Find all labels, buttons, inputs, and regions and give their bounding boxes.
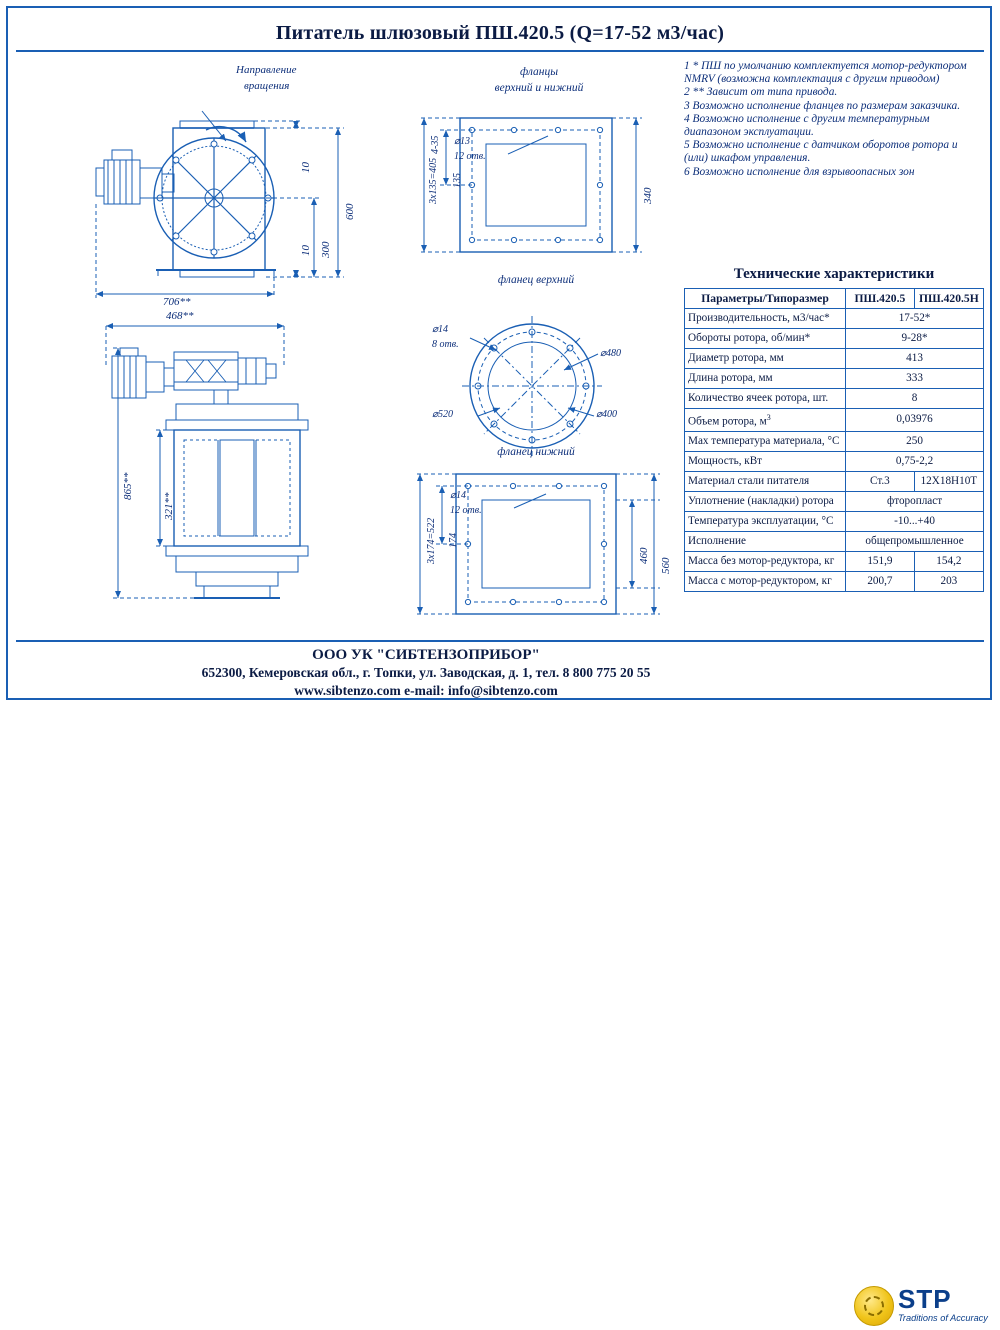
table-row xyxy=(685,551,984,571)
row-value-2: 154,2 xyxy=(914,551,983,571)
drawing-sheet xyxy=(6,6,992,1323)
table-row xyxy=(685,309,984,329)
flange-bottom-holes-12: 12 отв. xyxy=(450,505,482,516)
table-header-row xyxy=(685,289,984,309)
spec-table-caption: Технические характеристики xyxy=(733,266,935,282)
front-view-direction-label-1: Направление xyxy=(236,64,297,76)
row-value: 250 xyxy=(846,431,984,451)
row-param: Масса без мотор-редуктора, кг xyxy=(685,551,846,571)
row-param: Материал стали питателя xyxy=(685,471,846,491)
company-name: ООО УК "СИБТЕНЗОПРИБОР" xyxy=(312,647,540,663)
flange-top-caption: фланец верхний xyxy=(497,274,575,286)
logo-emblem-icon xyxy=(854,1286,894,1326)
row-param: Мах температура материала, °С xyxy=(685,431,846,451)
row-value: -10...+40 xyxy=(846,511,984,531)
row-param: Температура эксплуатации, °С xyxy=(685,511,846,531)
row-value: 17-52* xyxy=(846,309,984,329)
dim-10-bottom: 10 xyxy=(300,245,312,256)
flanges-caption-line1: фланцы xyxy=(519,66,559,78)
dim-300: 300 xyxy=(320,241,332,258)
table-row xyxy=(685,389,984,409)
flanges-caption-line2: верхний и нижний xyxy=(494,82,584,94)
table-row xyxy=(685,491,984,511)
dim-460: 460 xyxy=(638,547,650,564)
note-1: 1 * ПШ по умолчанию комплектуется мотор-редуктором NMRV (возможна комплектация с другим приводом) xyxy=(684,60,967,86)
header-model-1: ПШ.420.5 xyxy=(846,289,915,309)
notes-block xyxy=(684,60,984,179)
flange-top-d14: ⌀14 xyxy=(432,324,449,335)
flange-top-d400: ⌀400 xyxy=(596,409,618,420)
flange-bottom-caption: фланец нижний xyxy=(497,446,575,458)
row-value: 0,75-2,2 xyxy=(846,451,984,471)
hole-diameter-13: ⌀13 xyxy=(454,136,471,147)
row-value: 413 xyxy=(846,349,984,369)
table-row xyxy=(685,349,984,369)
row-param: Производительность, м3/час* xyxy=(685,309,846,329)
row-param: Исполнение xyxy=(685,531,846,551)
row-param: Количество ячеек ротора, шт. xyxy=(685,389,846,409)
logo-tagline: Traditions of Accuracy xyxy=(898,1313,988,1323)
title-block xyxy=(16,640,988,1323)
dim-174: 174 xyxy=(448,533,459,548)
company-block xyxy=(16,646,836,700)
row-param: Масса с мотор-редуктором, кг xyxy=(685,571,846,591)
flange-top-d480: ⌀480 xyxy=(600,348,622,359)
note-2: 2 ** Зависит от типа привода. xyxy=(684,86,838,99)
hole-count-12: 12 отв. xyxy=(454,151,486,162)
row-value-2: 203 xyxy=(914,571,983,591)
table-row xyxy=(685,369,984,389)
logo-text: STP xyxy=(898,1284,952,1314)
dim-600: 600 xyxy=(344,203,356,220)
dim-3x135-405: 3х135=405 xyxy=(428,157,439,204)
table-row xyxy=(685,431,984,451)
page-title: Питатель шлюзовый ПШ.420.5 (Q=17-52 м3/час) xyxy=(16,16,984,52)
dim-706: 706** xyxy=(163,296,191,308)
table-row xyxy=(685,329,984,349)
row-value-2: 12Х18Н10Т xyxy=(914,471,983,491)
dim-10-top: 10 xyxy=(300,162,312,173)
table-row xyxy=(685,451,984,471)
header-param: Параметры/Типоразмер xyxy=(685,289,846,309)
row-value: 333 xyxy=(846,369,984,389)
row-value: 8 xyxy=(846,389,984,409)
dim-135: 135 xyxy=(452,173,463,188)
company-address: 652300, Кемеровская обл., г. Топки, ул. Заводская, д. 1, тел. 8 800 775 20 55 xyxy=(201,665,651,680)
note-4: 4 Возможно исполнение с другим температурным диапазоном эксплуатации. xyxy=(684,112,930,139)
flange-top-d520: ⌀520 xyxy=(432,409,454,420)
dim-865: 865** xyxy=(122,472,134,500)
flange-top-holes-8: 8 отв. xyxy=(432,339,459,350)
dim-321: 321** xyxy=(163,492,175,520)
dim-4-35: 4-35 xyxy=(430,135,441,154)
note-5: 5 Возможно исполнение с датчиком оборотов ротора и (или) шкафом управления. xyxy=(684,139,958,165)
table-row xyxy=(685,409,984,432)
note-3: 3 Возможно исполнение фланцев по размерам заказчика. xyxy=(684,99,961,112)
row-param: Объем ротора, $м^3$ xyxy=(685,409,846,432)
flange-bottom-d14: ⌀14 xyxy=(450,490,467,501)
dim-560: 560 xyxy=(660,557,672,574)
row-param: Диаметр ротора, мм xyxy=(685,349,846,369)
company-web: www.sibtenzo.com e-mail: info@sibtenzo.com xyxy=(294,683,558,698)
front-view-direction-label-2: вращения xyxy=(244,80,290,92)
header-model-2: ПШ.420.5Н xyxy=(914,289,983,309)
note-6: 6 Возможно исполнение для взрывоопасных зон xyxy=(684,165,915,178)
company-logo xyxy=(854,1282,994,1330)
dim-3x174-522: 3х174=522 xyxy=(426,517,437,564)
row-value: общепромышленное xyxy=(846,531,984,551)
dim-340: 340 xyxy=(642,187,654,204)
row-param: Длина ротора, мм xyxy=(685,369,846,389)
row-param: Уплотнение (накладки) ротора xyxy=(685,491,846,511)
spec-table xyxy=(684,288,984,592)
table-row xyxy=(685,531,984,551)
row-value-1: Ст.3 xyxy=(846,471,915,491)
row-value: 9-28* xyxy=(846,329,984,349)
dim-468: 468** xyxy=(166,310,194,322)
table-row xyxy=(685,511,984,531)
table-row xyxy=(685,571,984,591)
row-value: фторопласт xyxy=(846,491,984,511)
row-param: Обороты ротора, об/мин* xyxy=(685,329,846,349)
row-value-1: 200,7 xyxy=(846,571,915,591)
table-row xyxy=(685,471,984,491)
row-value-1: 151,9 xyxy=(846,551,915,571)
row-param: Мощность, кВт xyxy=(685,451,846,471)
row-value: 0,03976 xyxy=(846,409,984,432)
